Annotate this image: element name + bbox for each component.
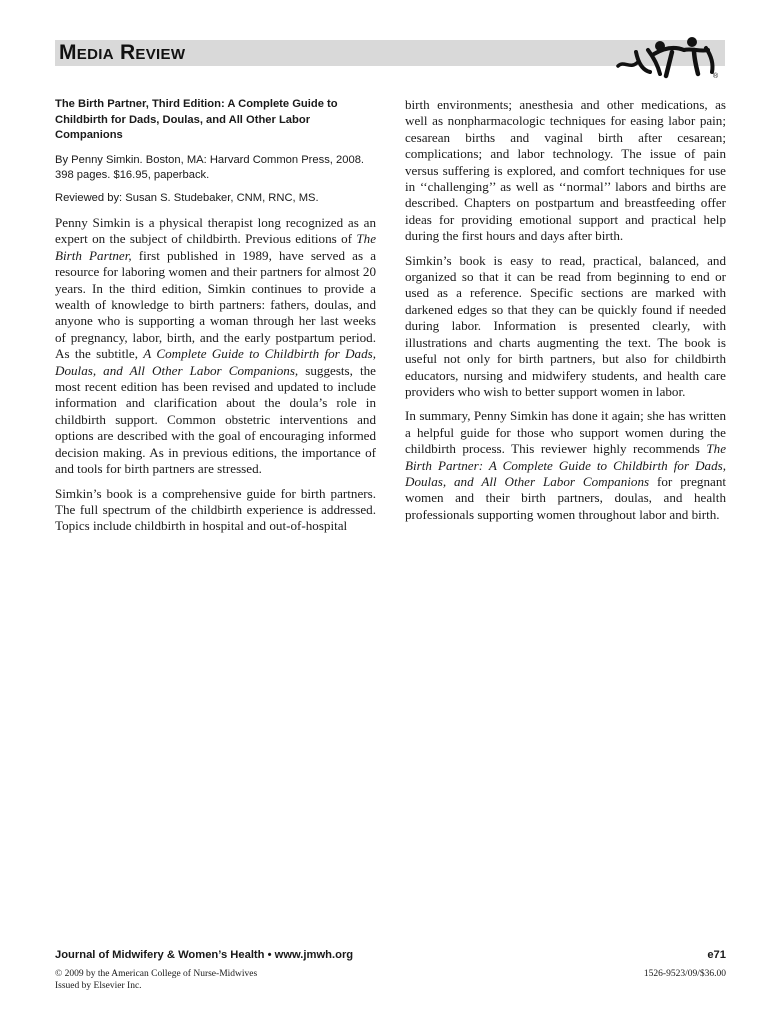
- page-number: e71: [707, 949, 726, 961]
- review-paragraph-1: Penny Simkin is a physical therapist long recognized as an expert on the subject of childbirth. Previous editions of The Birth Partner, first published in 1989, have served as a resource for laboring women and their partners for almost 20 years. In the third edition, Simkin continues to provide a wealth of knowledge to birth partners: fathers, doulas, and anyone who is supporting a woman through her last weeks of pregnancy, labor, birth, and the early postpartum period. As the subtitle, A Complete Guide to Childbirth for Dads, Doulas, and All Other Labor Companions, suggests, the most recent edition has been revised and updated to include information and clarification about the doula’s role in childbirth support. Common obstetric interventions and options are described with the goal of encouraging informed decision making. As in previous editions, the importance of and tools for birth partners are stressed.: [55, 215, 377, 477]
- reviewer-line: Reviewed by: Susan S. Studebaker, CNM, RNC, MS.: [55, 191, 319, 204]
- review-paragraph-2-start: Simkin’s book is a comprehensive guide for birth partners. The full spectrum of the childbirth experience is addressed. Topics include childbirth in hospital and out-of-hospital: [55, 485, 376, 534]
- italic-subtitle: A Complete Guide to Childbirth for Dads, Doulas, and All Other Labor Companions,: [55, 346, 376, 378]
- section-title: Media Review: [59, 41, 186, 64]
- footer-journal-line: Journal of Midwifery & Women’s Health • www.jmwh.org: [55, 949, 354, 961]
- review-paragraph-3: Simkin’s book is easy to read, practical, balanced, and organized so that it can be read from beginning to end or used as a reference. Specific sections are marked with darkened edges so that they can be quickly found if needed during labor. Information is presented clearly, with illustrations and charts augmenting the text. The book is useful not only for birth partners, but also for childbirth educators, nursing and midwifery students, and health care providers who wish to better support women in labor.: [405, 252, 726, 399]
- book-title: The Birth Partner, Third Edition: A Complete Guide to Childbirth for Dads, Doulas, and All Other Labor Companions: [55, 98, 338, 141]
- footer-issn: 1526-9523/09/$36.00: [643, 969, 726, 979]
- left-column: [55, 97, 376, 543]
- review-paragraph-2-continued: birth environments; anesthesia and other medications, as well as nonpharmacologic techniques for easing labor pain; cesarean births and vaginal birth after cesarean; complications; and labor technology. The issue of pain versus suffering is explored, and comfort techniques for use in ‘‘challenging’’ as well as ‘‘normal’’ labors and births are described. Chapters on postpartum and breastfeeding offer ideas for providing emotional support and practical help during the first hours and days after birth.: [405, 97, 726, 244]
- book-info: By Penny Simkin. Boston, MA: Harvard Common Press, 2008. 398 pages. $16.95, paperback.: [55, 153, 365, 181]
- right-column: [405, 97, 726, 531]
- italic-full-title: The Birth Partner: A Complete Guide to Childbirth for Dads, Doulas, and All Other Labor Companions: [405, 441, 726, 489]
- acnm-figures-logo-icon: [614, 32, 722, 80]
- registered-mark: ®: [713, 73, 719, 80]
- review-paragraph-4: In summary, Penny Simkin has done it again; she has written a helpful guide for those who support women during the childbirth process. This reviewer highly recommends The Birth Partner: A Complete Guide to Childbirth for Dads, Doulas, and All Other Labor Companions for pregnant women and their birth partners, doulas, and health professionals supporting women throughout labor and birth.: [405, 408, 727, 522]
- italic-book-title: The Birth Partner,: [55, 231, 376, 263]
- footer-copyright: © 2009 by the American College of Nurse-Midwives Issued by Elsevier Inc.: [55, 969, 258, 991]
